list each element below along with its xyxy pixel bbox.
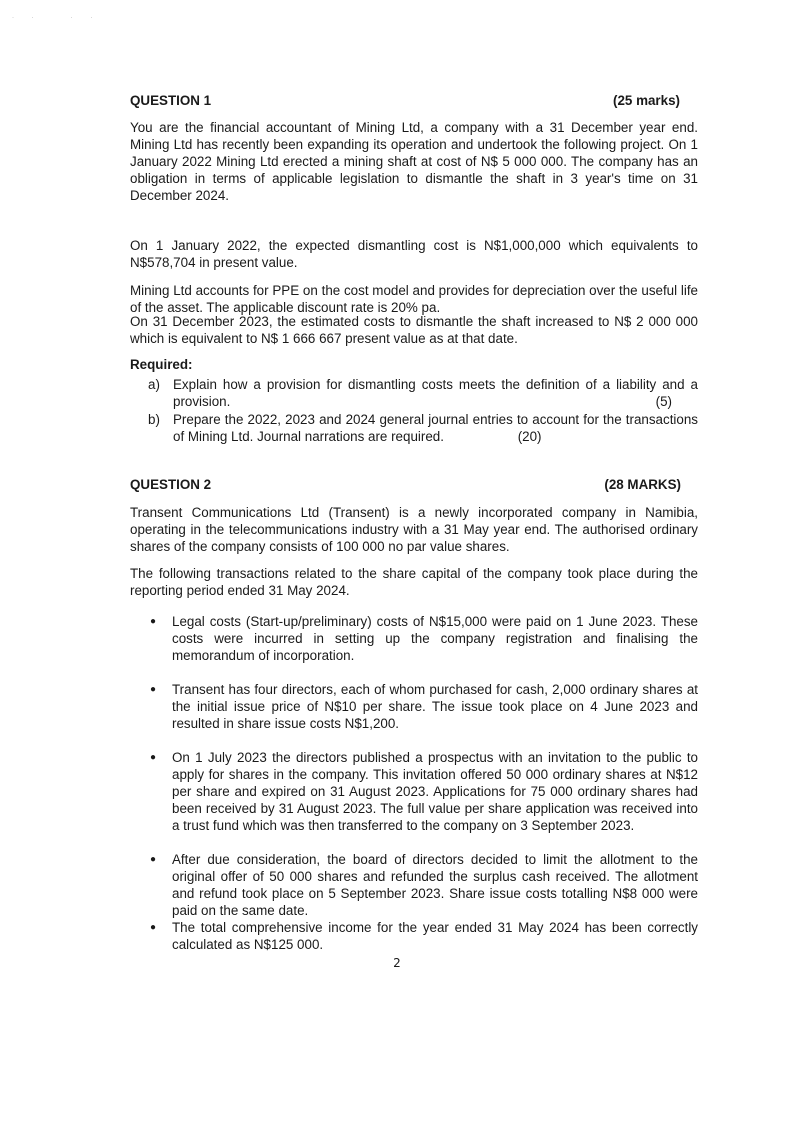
list-item-text: On 1 July 2023 the directors published a prospectus with an invitation to the public to apply for shares in the company. This invitation offered 50 000 ordinary shares at N$12 per share and expired on 31 August 2023. Applications for 75 000 ordinary shares had been received by 31 August 2023. The full value per share application was received into a trust fund which was then transferred to the company on 3 September 2023. — [172, 750, 698, 833]
question-title: QUESTION 2 — [130, 477, 212, 492]
bullet-icon: ● — [150, 684, 157, 695]
question-2-heading — [130, 476, 698, 493]
question-title: QUESTION 1 — [130, 93, 212, 108]
question-marks: (28 MARKS) — [604, 477, 681, 492]
bullet-icon: ● — [150, 616, 157, 627]
list-item — [150, 613, 698, 664]
question-part — [148, 411, 698, 445]
list-item-text: After due consideration, the board of directors decided to limit the allotment to the original offer of 50 000 shares and refunded the surplus cash received. The allotment and refund took place on 5 September 2023. Share issue costs totalling N$8 000 were paid on the same date. — [172, 852, 698, 918]
part-label: b) — [148, 412, 160, 427]
paragraph-text: On 31 December 2023, the estimated costs to dismantle the shaft increased to N$ 2 000 000 which is equivalent to N$ 1 666 667 present value as at that date. — [130, 314, 698, 346]
question-marks: (25 marks) — [613, 93, 680, 108]
list-item — [150, 851, 698, 919]
paragraph-text: Transent Communications Ltd (Transent) is a newly incorporated company in Namibia, operating in the telecommunications industry with a 31 May year end. The authorised ordinary shares of the company consists of 100 000 no par value shares. — [130, 505, 698, 554]
bullet-icon: ● — [150, 854, 157, 865]
list-item-text: The total comprehensive income for the year ended 31 May 2024 has been correctly calculated as N$125 000. — [172, 920, 698, 952]
paragraph — [130, 313, 698, 347]
list-item-text: Legal costs (Start-up/preliminary) costs of N$15,000 were paid on 1 June 2023. These costs were incurred in setting up the company registration and finalising the memorandum of incorporation. — [172, 614, 698, 663]
required-label: Required: — [130, 357, 193, 372]
paragraph-text: On 1 January 2022, the expected dismantling cost is N$1,000,000 which equivalents to N$578,704 in present value. — [130, 238, 698, 270]
scan-marks: · · · · — [12, 15, 101, 21]
question-part — [148, 376, 698, 410]
paragraph — [130, 282, 698, 316]
paragraph — [130, 504, 698, 555]
paragraph — [130, 119, 698, 204]
bullet-icon: ● — [150, 752, 157, 763]
paragraph — [130, 565, 698, 599]
list-item — [150, 749, 698, 834]
paragraph — [130, 237, 698, 271]
paragraph-text: You are the financial accountant of Mining Ltd, a company with a 31 December year end. Mining Ltd has recently been expanding its operation and undertook the following project. On 1 January 2022 Mining Ltd erected a mining shaft at cost of N$ 5 000 000. The company has an obligation in terms of applicable legislation to dismantle the shaft in 3 year's time on 31 December 2024. — [130, 120, 698, 203]
part-marks: (20) — [517, 429, 542, 444]
bullet-icon: ● — [150, 922, 157, 933]
question-1-heading — [130, 92, 698, 109]
part-text: Explain how a provision for dismantling costs meets the definition of a liability and a provision. — [173, 377, 698, 409]
page-number: 2 — [393, 956, 401, 970]
paragraph-text: Mining Ltd accounts for PPE on the cost model and provides for depreciation over the useful life of the asset. The applicable discount rate is 20% pa. — [130, 283, 698, 315]
part-marks: (5) — [655, 394, 672, 409]
list-item — [150, 919, 698, 953]
list-item-text: Transent has four directors, each of whom purchased for cash, 2,000 ordinary shares at the initial issue price of N$10 per share. The issue took place on 4 June 2023 and resulted in share issue costs N$1,200. — [172, 682, 698, 731]
list-item — [150, 681, 698, 732]
part-label: a) — [148, 377, 160, 392]
paragraph-text: The following transactions related to the share capital of the company took place during the reporting period ended 31 May 2024. — [130, 566, 698, 598]
part-text: Prepare the 2022, 2023 and 2024 general journal entries to account for the transactions of Mining Ltd. Journal narrations are required. — [173, 412, 698, 444]
